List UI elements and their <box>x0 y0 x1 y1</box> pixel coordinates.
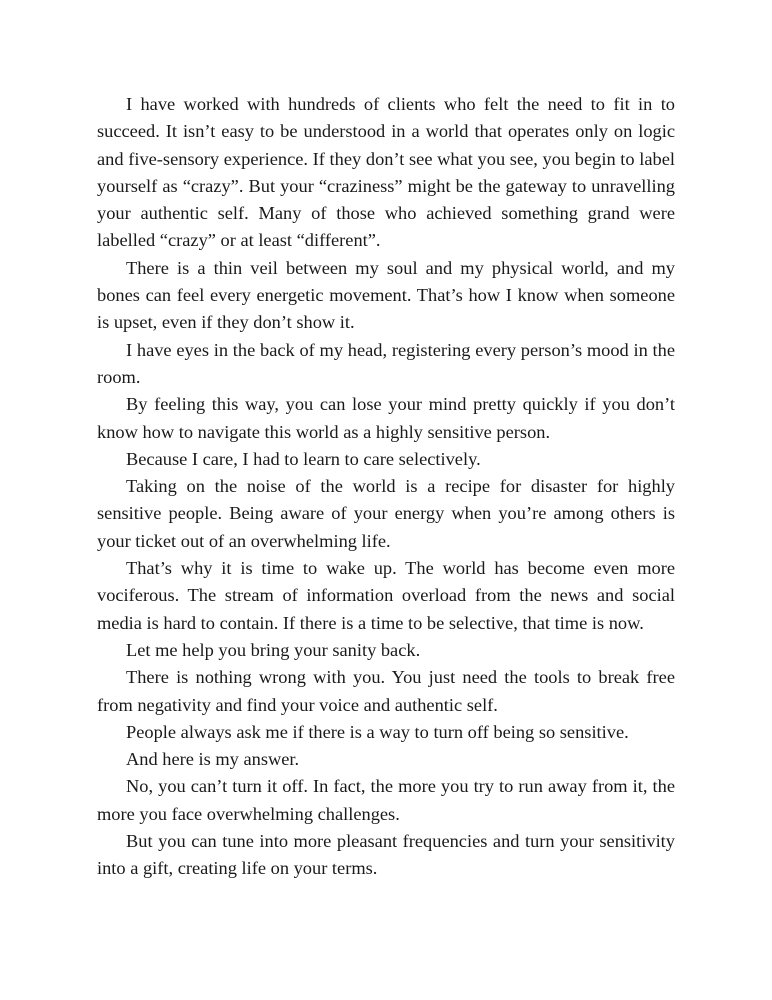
paragraph: No, you can’t turn it off. In fact, the more you try to run away from it, the more you face overwhelming challenges. <box>97 776 675 824</box>
paragraph: But you can tune into more pleasant frequencies and turn your sensitivity into a gift, creating life on your terms. <box>97 831 675 879</box>
paragraph: Let me help you bring your sanity back. <box>126 639 421 660</box>
paragraph: And here is my answer. <box>126 749 300 770</box>
paragraph: That’s why it is time to wake up. The world has become even more vociferous. The stream of information overload from the news and social media is hard to contain. If there is a time to be selective, that time is now. <box>97 558 675 633</box>
body-text <box>97 91 675 883</box>
paragraph: I have eyes in the back of my head, registering every person’s mood in the room. <box>97 339 675 387</box>
paragraph: Taking on the noise of the world is a recipe for disaster for highly sensitive people. Being aware of your energy when you’re among others is your ticket out of an overwhelming life. <box>97 476 675 551</box>
paragraph: By feeling this way, you can lose your mind pretty quickly if you don’t know how to navigate this world as a highly sensitive person. <box>97 394 675 442</box>
paragraph: There is a thin veil between my soul and my physical world, and my bones can feel every energetic movement. That’s how I know when someone is upset, even if they don’t show it. <box>97 257 675 333</box>
paragraph: People always ask me if there is a way to turn off being so sensitive. <box>126 721 629 742</box>
paragraph: I have worked with hundreds of clients who felt the need to fit in to succeed. It isn’t easy to be understood in a world that operates only on logic and five-sensory experience. If they don’t see what you see, you begin to label yourself as “crazy”. But your “craziness” might be the gateway to unravelling your authentic self. Many of those who achieved something grand were labelled “crazy” or at least “different”. <box>97 94 675 251</box>
paragraph: Because I care, I had to learn to care selectively. <box>126 448 481 469</box>
paragraph: There is nothing wrong with you. You just need the tools to break free from negativity and find your voice and authentic self. <box>97 667 675 715</box>
